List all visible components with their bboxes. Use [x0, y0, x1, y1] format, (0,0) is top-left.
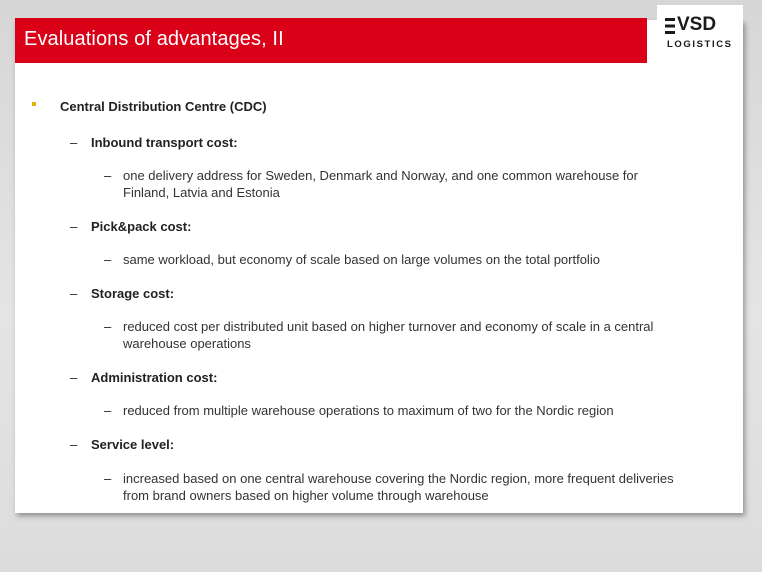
detail-line: warehouse operations — [123, 336, 251, 351]
bullet-square-icon — [32, 102, 36, 106]
dash-bullet-icon: – — [104, 168, 112, 183]
section-detail-inbound — [123, 167, 638, 201]
section-label-inbound: Inbound transport cost: — [91, 135, 238, 150]
logo-mark-group — [665, 16, 735, 56]
detail-line: increased based on one central warehouse covering the Nordic region, more frequent deliveries — [123, 471, 674, 486]
detail-line: reduced cost per distributed unit based on higher turnover and economy of scale in a central — [123, 319, 654, 334]
section-detail-pickpack — [123, 251, 600, 268]
section-detail-administration — [123, 402, 614, 419]
section-label-administration: Administration cost: — [91, 370, 218, 385]
title-bar — [15, 18, 647, 63]
logo-stripes-icon — [665, 18, 675, 34]
dash-bullet-icon: – — [104, 319, 112, 334]
section-label-pickpack: Pick&pack cost: — [91, 219, 192, 234]
dash-bullet-icon: – — [70, 135, 78, 150]
logo-subtitle-text: LOGISTICS — [667, 39, 733, 50]
dash-bullet-icon: – — [70, 219, 78, 234]
section-label-service: Service level: — [91, 437, 175, 452]
dash-bullet-icon: – — [70, 370, 78, 385]
dash-bullet-icon: – — [104, 252, 112, 267]
dash-bullet-icon: – — [104, 471, 112, 486]
section-label-storage: Storage cost: — [91, 286, 175, 301]
detail-line: reduced from multiple warehouse operations to maximum of two for the Nordic region — [123, 403, 614, 418]
section-detail-storage — [123, 318, 653, 352]
logo-brand-text: VSD — [677, 14, 717, 35]
dash-bullet-icon: – — [70, 437, 78, 452]
slide-title: Evaluations of advantages, II — [24, 28, 284, 50]
detail-line: Finland, Latvia and Estonia — [123, 185, 280, 200]
main-heading: Central Distribution Centre (CDC) — [60, 99, 267, 114]
detail-line: same workload, but economy of scale based on large volumes on the total portfolio — [123, 252, 600, 267]
vsd-logistics-logo — [657, 5, 743, 62]
detail-line: from brand owners based on higher volume through warehouse — [123, 488, 489, 503]
dash-bullet-icon: – — [70, 286, 78, 301]
detail-line: one delivery address for Sweden, Denmark and Norway, and one common warehouse for — [123, 168, 638, 183]
dash-bullet-icon: – — [104, 403, 112, 418]
section-detail-service — [123, 470, 674, 504]
